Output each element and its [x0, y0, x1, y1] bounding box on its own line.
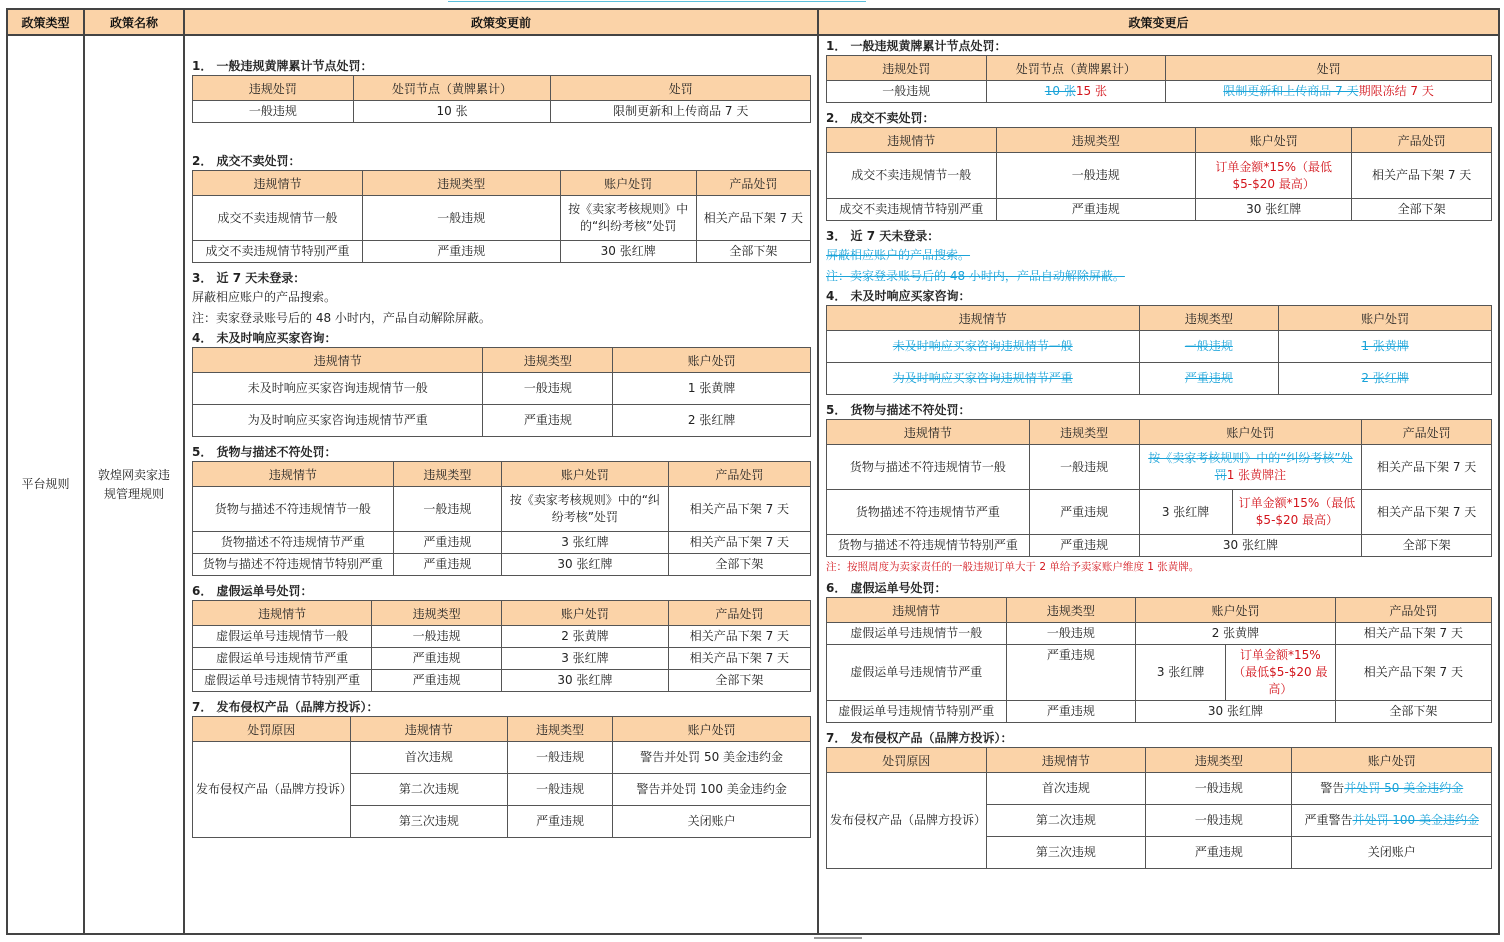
cell: 一般违规 [1029, 445, 1139, 490]
deleted-text: 按《卖家考核规则》中的“纠纷考核”处罚 [1148, 451, 1353, 482]
header-row [7, 9, 1499, 35]
cell [1292, 805, 1492, 837]
before-s1-table [192, 75, 811, 123]
cell: 关闭账户 [613, 806, 811, 838]
table-row [827, 490, 1492, 535]
cell: 严重违规 [1029, 490, 1139, 535]
cell: 一般违规 [1146, 773, 1292, 805]
after-s1-table [826, 55, 1492, 103]
cell: 首次违规 [986, 773, 1146, 805]
th: 产品处罚 [1335, 598, 1491, 623]
th: 违规类型 [996, 128, 1196, 153]
table-row [827, 81, 1492, 103]
cell: 警告并处罚 100 美金违约金 [613, 774, 811, 806]
th: 处罚 [1166, 56, 1492, 81]
cell: 严重违规 [1006, 701, 1136, 723]
th: 违规情节 [193, 348, 483, 373]
th: 违规处罚 [827, 56, 987, 81]
cell: 30 张红牌 [1196, 199, 1352, 221]
cell: 订单金额*15%（最低$5-$20 最高） [1196, 153, 1352, 199]
top-rule [448, 1, 866, 2]
th: 违规情节 [193, 171, 363, 196]
cell: 严重违规 [393, 554, 501, 576]
cell: 订单金额*15%（最低$5-$20 最高） [1232, 490, 1362, 535]
cell: 订单金额*15%（最低$5-$20 最高） [1225, 645, 1335, 701]
cell: 一般违规 [193, 101, 354, 123]
cell: 一般违规 [483, 373, 613, 405]
table-row [827, 199, 1492, 221]
th: 违规类型 [1139, 306, 1279, 331]
before-s7-title: 7． 发布侵权产品（品牌方投诉）： [192, 700, 379, 714]
cell: 发布侵权产品（品牌方投诉） [827, 773, 987, 869]
cell [1166, 81, 1492, 103]
after-s2-title: 2． 成交不卖处罚： [826, 111, 935, 125]
cell: 3 张红牌 [1139, 490, 1232, 535]
cell: 相关产品下架 7 天 [696, 196, 810, 241]
cell: 货物与描述不符违规情节特别严重 [193, 554, 394, 576]
before-s4-title: 4． 未及时响应买家咨询： [192, 331, 337, 345]
th: 产品处罚 [668, 462, 810, 487]
cell: 严重违规 [1139, 363, 1279, 395]
table-row [827, 153, 1492, 199]
table-row [827, 701, 1492, 723]
cell: 警告并处罚 50 美金违约金 [613, 742, 811, 774]
table-row [193, 742, 811, 774]
th: 违规情节 [193, 601, 372, 626]
th: 违规类型 [1146, 748, 1292, 773]
cell: 相关产品下架 7 天 [668, 626, 810, 648]
after-s6-title: 6． 虚假运单号处罚： [826, 581, 947, 595]
th: 账户处罚 [613, 717, 811, 742]
cell: 全部下架 [1362, 535, 1492, 557]
new-text: 15 张 [1075, 84, 1107, 98]
cell: 一般违规 [508, 742, 613, 774]
before-s2-table [192, 170, 811, 263]
kept-text: 警告 [1320, 781, 1345, 795]
cell: 全部下架 [668, 554, 810, 576]
table-row [193, 373, 811, 405]
cell: 货物描述不符违规情节严重 [193, 532, 394, 554]
table-row [827, 773, 1492, 805]
cell: 30 张红牌 [501, 554, 668, 576]
policy-name: 敦煌网卖家违规管理规则 [97, 467, 170, 501]
table-row [827, 331, 1492, 363]
cell: 第三次违规 [986, 837, 1146, 869]
policy-type: 平台规则 [21, 477, 70, 491]
cell: 相关产品下架 7 天 [1335, 645, 1491, 701]
cell: 虚假运单号违规情节严重 [827, 645, 1007, 701]
th: 处罚 [551, 76, 811, 101]
cell: 未及时响应买家咨询违规情节一般 [193, 373, 483, 405]
after-s5-note: 注：按照周度为卖家责任的一般违规订单大于 2 单给予卖家账户维度 1 张黄牌。 [826, 561, 1200, 573]
cell: 首次违规 [350, 742, 508, 774]
cell: 2 张红牌 [613, 405, 811, 437]
th: 违规类型 [1029, 420, 1139, 445]
cell: 虚假运单号违规情节特别严重 [193, 670, 372, 692]
before-s4-table [192, 347, 811, 437]
table-row [827, 623, 1492, 645]
th: 账户处罚 [1139, 420, 1362, 445]
cell: 成交不卖违规情节特别严重 [193, 241, 363, 263]
cell: 虚假运单号违规情节特别严重 [827, 701, 1007, 723]
cell: 一般违规 [393, 487, 501, 532]
after-column [818, 35, 1499, 934]
cell: 严重违规 [1029, 535, 1139, 557]
th: 违规类型 [362, 171, 560, 196]
policy-table [6, 8, 1500, 935]
th: 账户处罚 [501, 462, 668, 487]
cell: 相关产品下架 7 天 [668, 487, 810, 532]
th: 违规情节 [827, 306, 1140, 331]
cell: 2 张黄牌 [1136, 623, 1335, 645]
table-row [193, 487, 811, 532]
cell: 30 张红牌 [1136, 701, 1335, 723]
policy-row [7, 35, 1499, 934]
cell [1139, 445, 1362, 490]
table-row [193, 648, 811, 670]
cell: 成交不卖违规情节一般 [827, 153, 997, 199]
th: 违规类型 [508, 717, 613, 742]
cell: 严重违规 [393, 532, 501, 554]
th: 处罚原因 [193, 717, 351, 742]
th: 账户处罚 [1136, 598, 1335, 623]
before-s6-title: 6． 虚假运单号处罚： [192, 584, 313, 598]
after-s3-title: 3． 近 7 天未登录： [826, 229, 940, 243]
cell: 一般违规 [372, 626, 502, 648]
th: 违规情节 [827, 128, 997, 153]
after-s4-title: 4． 未及时响应买家咨询： [826, 289, 971, 303]
table-row [827, 645, 1492, 701]
th: 产品处罚 [1352, 128, 1492, 153]
cell: 2 张黄牌 [501, 626, 668, 648]
cell: 严重违规 [996, 199, 1196, 221]
before-s3-line2: 注：卖家登录账号后的 48 小时内，产品自动解除屏蔽。 [192, 311, 491, 325]
cell: 10 张 [353, 101, 551, 123]
cell: 全部下架 [668, 670, 810, 692]
cell: 1 张黄牌 [613, 373, 811, 405]
cell: 未及时响应买家咨询违规情节一般 [827, 331, 1140, 363]
th: 处罚原因 [827, 748, 987, 773]
cell: 30 张红牌 [560, 241, 696, 263]
th: 违规类型 [372, 601, 502, 626]
cell: 一般违规 [1006, 623, 1136, 645]
th: 违规情节 [827, 420, 1030, 445]
cell: 成交不卖违规情节特别严重 [827, 199, 997, 221]
th: 违规处罚 [193, 76, 354, 101]
cell: 第三次违规 [350, 806, 508, 838]
th: 产品处罚 [668, 601, 810, 626]
deleted-text: 并处罚 50 美金违约金 [1344, 781, 1464, 795]
header-after: 政策变更后 [818, 9, 1499, 35]
cell: 一般违规 [996, 153, 1196, 199]
cell: 相关产品下架 7 天 [668, 648, 810, 670]
cell [986, 81, 1166, 103]
table-row [827, 445, 1492, 490]
cell: 一般违规 [827, 81, 987, 103]
cell: 一般违规 [362, 196, 560, 241]
th: 账户处罚 [501, 601, 668, 626]
before-s5-table [192, 461, 811, 576]
cell: 30 张红牌 [1139, 535, 1362, 557]
cell: 按《卖家考核规则》中的“纠纷考核”处罚 [501, 487, 668, 532]
cell: 相关产品下架 7 天 [1362, 445, 1492, 490]
cell [1292, 773, 1492, 805]
cell: 严重违规 [1006, 645, 1136, 701]
header-before: 政策变更前 [184, 9, 818, 35]
after-s6-table [826, 597, 1492, 723]
cell: 货物与描述不符违规情节特别严重 [827, 535, 1030, 557]
cell: 第二次违规 [986, 805, 1146, 837]
cell: 严重违规 [372, 670, 502, 692]
before-s2-title: 2． 成交不卖处罚： [192, 154, 301, 168]
table-row [193, 626, 811, 648]
cell: 严重违规 [508, 806, 613, 838]
th: 账户处罚 [1292, 748, 1492, 773]
th: 账户处罚 [1279, 306, 1492, 331]
th: 违规情节 [827, 598, 1007, 623]
table-row [193, 405, 811, 437]
th: 处罚节点（黄牌累计） [353, 76, 551, 101]
cell: 一般违规 [1139, 331, 1279, 363]
cell: 为及时响应买家咨询违规情节严重 [193, 405, 483, 437]
cell: 相关产品下架 7 天 [1335, 623, 1491, 645]
th: 违规情节 [986, 748, 1146, 773]
cell: 严重违规 [483, 405, 613, 437]
th: 账户处罚 [613, 348, 811, 373]
after-s1-title: 1． 一般违规黄牌累计节点处罚： [826, 39, 1007, 53]
cell: 虚假运单号违规情节严重 [193, 648, 372, 670]
cell: 货物描述不符违规情节严重 [827, 490, 1030, 535]
cell: 严重违规 [372, 648, 502, 670]
cell: 货物与描述不符违规情节一般 [193, 487, 394, 532]
new-text: 1 张黄牌注 [1226, 468, 1287, 482]
cell: 3 张红牌 [501, 532, 668, 554]
top-decoration [0, 0, 1504, 8]
th: 违规类型 [393, 462, 501, 487]
after-s7-table [826, 747, 1492, 869]
cell: 一般违规 [1146, 805, 1292, 837]
after-s3-line1: 屏蔽相应账户的产品搜索。 [826, 248, 971, 262]
cell: 全部下架 [1352, 199, 1492, 221]
kept-text: 严重警告 [1304, 813, 1353, 827]
before-s7-table [192, 716, 811, 838]
after-s5-table [826, 419, 1492, 557]
cell: 相关产品下架 7 天 [668, 532, 810, 554]
cell: 为及时响应买家咨询违规情节严重 [827, 363, 1140, 395]
cell: 虚假运单号违规情节一般 [827, 623, 1007, 645]
th: 违规情节 [350, 717, 508, 742]
cell: 发布侵权产品（品牌方投诉） [193, 742, 351, 838]
before-s5-title: 5． 货物与描述不符处罚： [192, 445, 337, 459]
after-s5-title: 5． 货物与描述不符处罚： [826, 403, 971, 417]
table-row [193, 554, 811, 576]
cell: 全部下架 [696, 241, 810, 263]
header-policy-type: 政策类型 [7, 9, 84, 35]
cell: 1 张黄牌 [1279, 331, 1492, 363]
cell: 30 张红牌 [501, 670, 668, 692]
th: 处罚节点（黄牌累计） [986, 56, 1166, 81]
th: 账户处罚 [560, 171, 696, 196]
header-policy-name: 政策名称 [84, 9, 184, 35]
deleted-text: 限制更新和上传商品 7 天 [1223, 84, 1359, 98]
before-s6-table [192, 600, 811, 692]
cell: 按《卖家考核规则》中的“纠纷考核”处罚 [560, 196, 696, 241]
table-row [193, 196, 811, 241]
th: 违规类型 [1006, 598, 1136, 623]
after-s2-table [826, 127, 1492, 221]
th: 产品处罚 [1362, 420, 1492, 445]
cell: 严重违规 [362, 241, 560, 263]
after-s3-line2: 注：卖家登录账号后的 48 小时内，产品自动解除屏蔽。 [826, 269, 1125, 283]
cell: 限制更新和上传商品 7 天 [551, 101, 811, 123]
deleted-text: 10 张 [1044, 84, 1076, 98]
cell: 全部下架 [1335, 701, 1491, 723]
policy-type-cell [7, 35, 84, 934]
cell: 货物与描述不符违规情节一般 [827, 445, 1030, 490]
cell: 第二次违规 [350, 774, 508, 806]
table-row [193, 101, 811, 123]
table-row [827, 363, 1492, 395]
th: 账户处罚 [1196, 128, 1352, 153]
th: 违规类型 [483, 348, 613, 373]
deleted-text: 并处罚 100 美金违约金 [1352, 813, 1480, 827]
after-s4-table [826, 305, 1492, 395]
before-s3-title: 3． 近 7 天未登录： [192, 271, 306, 285]
cell: 一般违规 [508, 774, 613, 806]
cell: 3 张红牌 [501, 648, 668, 670]
before-column [184, 35, 818, 934]
cell: 2 张红牌 [1279, 363, 1492, 395]
cell: 相关产品下架 7 天 [1362, 490, 1492, 535]
before-s3-line1: 屏蔽相应账户的产品搜索。 [192, 290, 337, 304]
table-row [193, 670, 811, 692]
cell: 虚假运单号违规情节一般 [193, 626, 372, 648]
table-row [193, 532, 811, 554]
policy-name-cell [84, 35, 184, 934]
cell: 成交不卖违规情节一般 [193, 196, 363, 241]
before-s1-title: 1． 一般违规黄牌累计节点处罚： [192, 59, 373, 73]
th: 产品处罚 [696, 171, 810, 196]
cell: 3 张红牌 [1136, 645, 1226, 701]
after-s7-title: 7． 发布侵权产品（品牌方投诉）： [826, 731, 1013, 745]
cell: 严重违规 [1146, 837, 1292, 869]
cell: 关闭账户 [1292, 837, 1492, 869]
th: 违规情节 [193, 462, 394, 487]
table-row [193, 241, 811, 263]
new-text: 期限冻结 7 天 [1358, 84, 1434, 98]
table-row [827, 535, 1492, 557]
cell: 相关产品下架 7 天 [1352, 153, 1492, 199]
scroll-indicator [814, 937, 862, 939]
